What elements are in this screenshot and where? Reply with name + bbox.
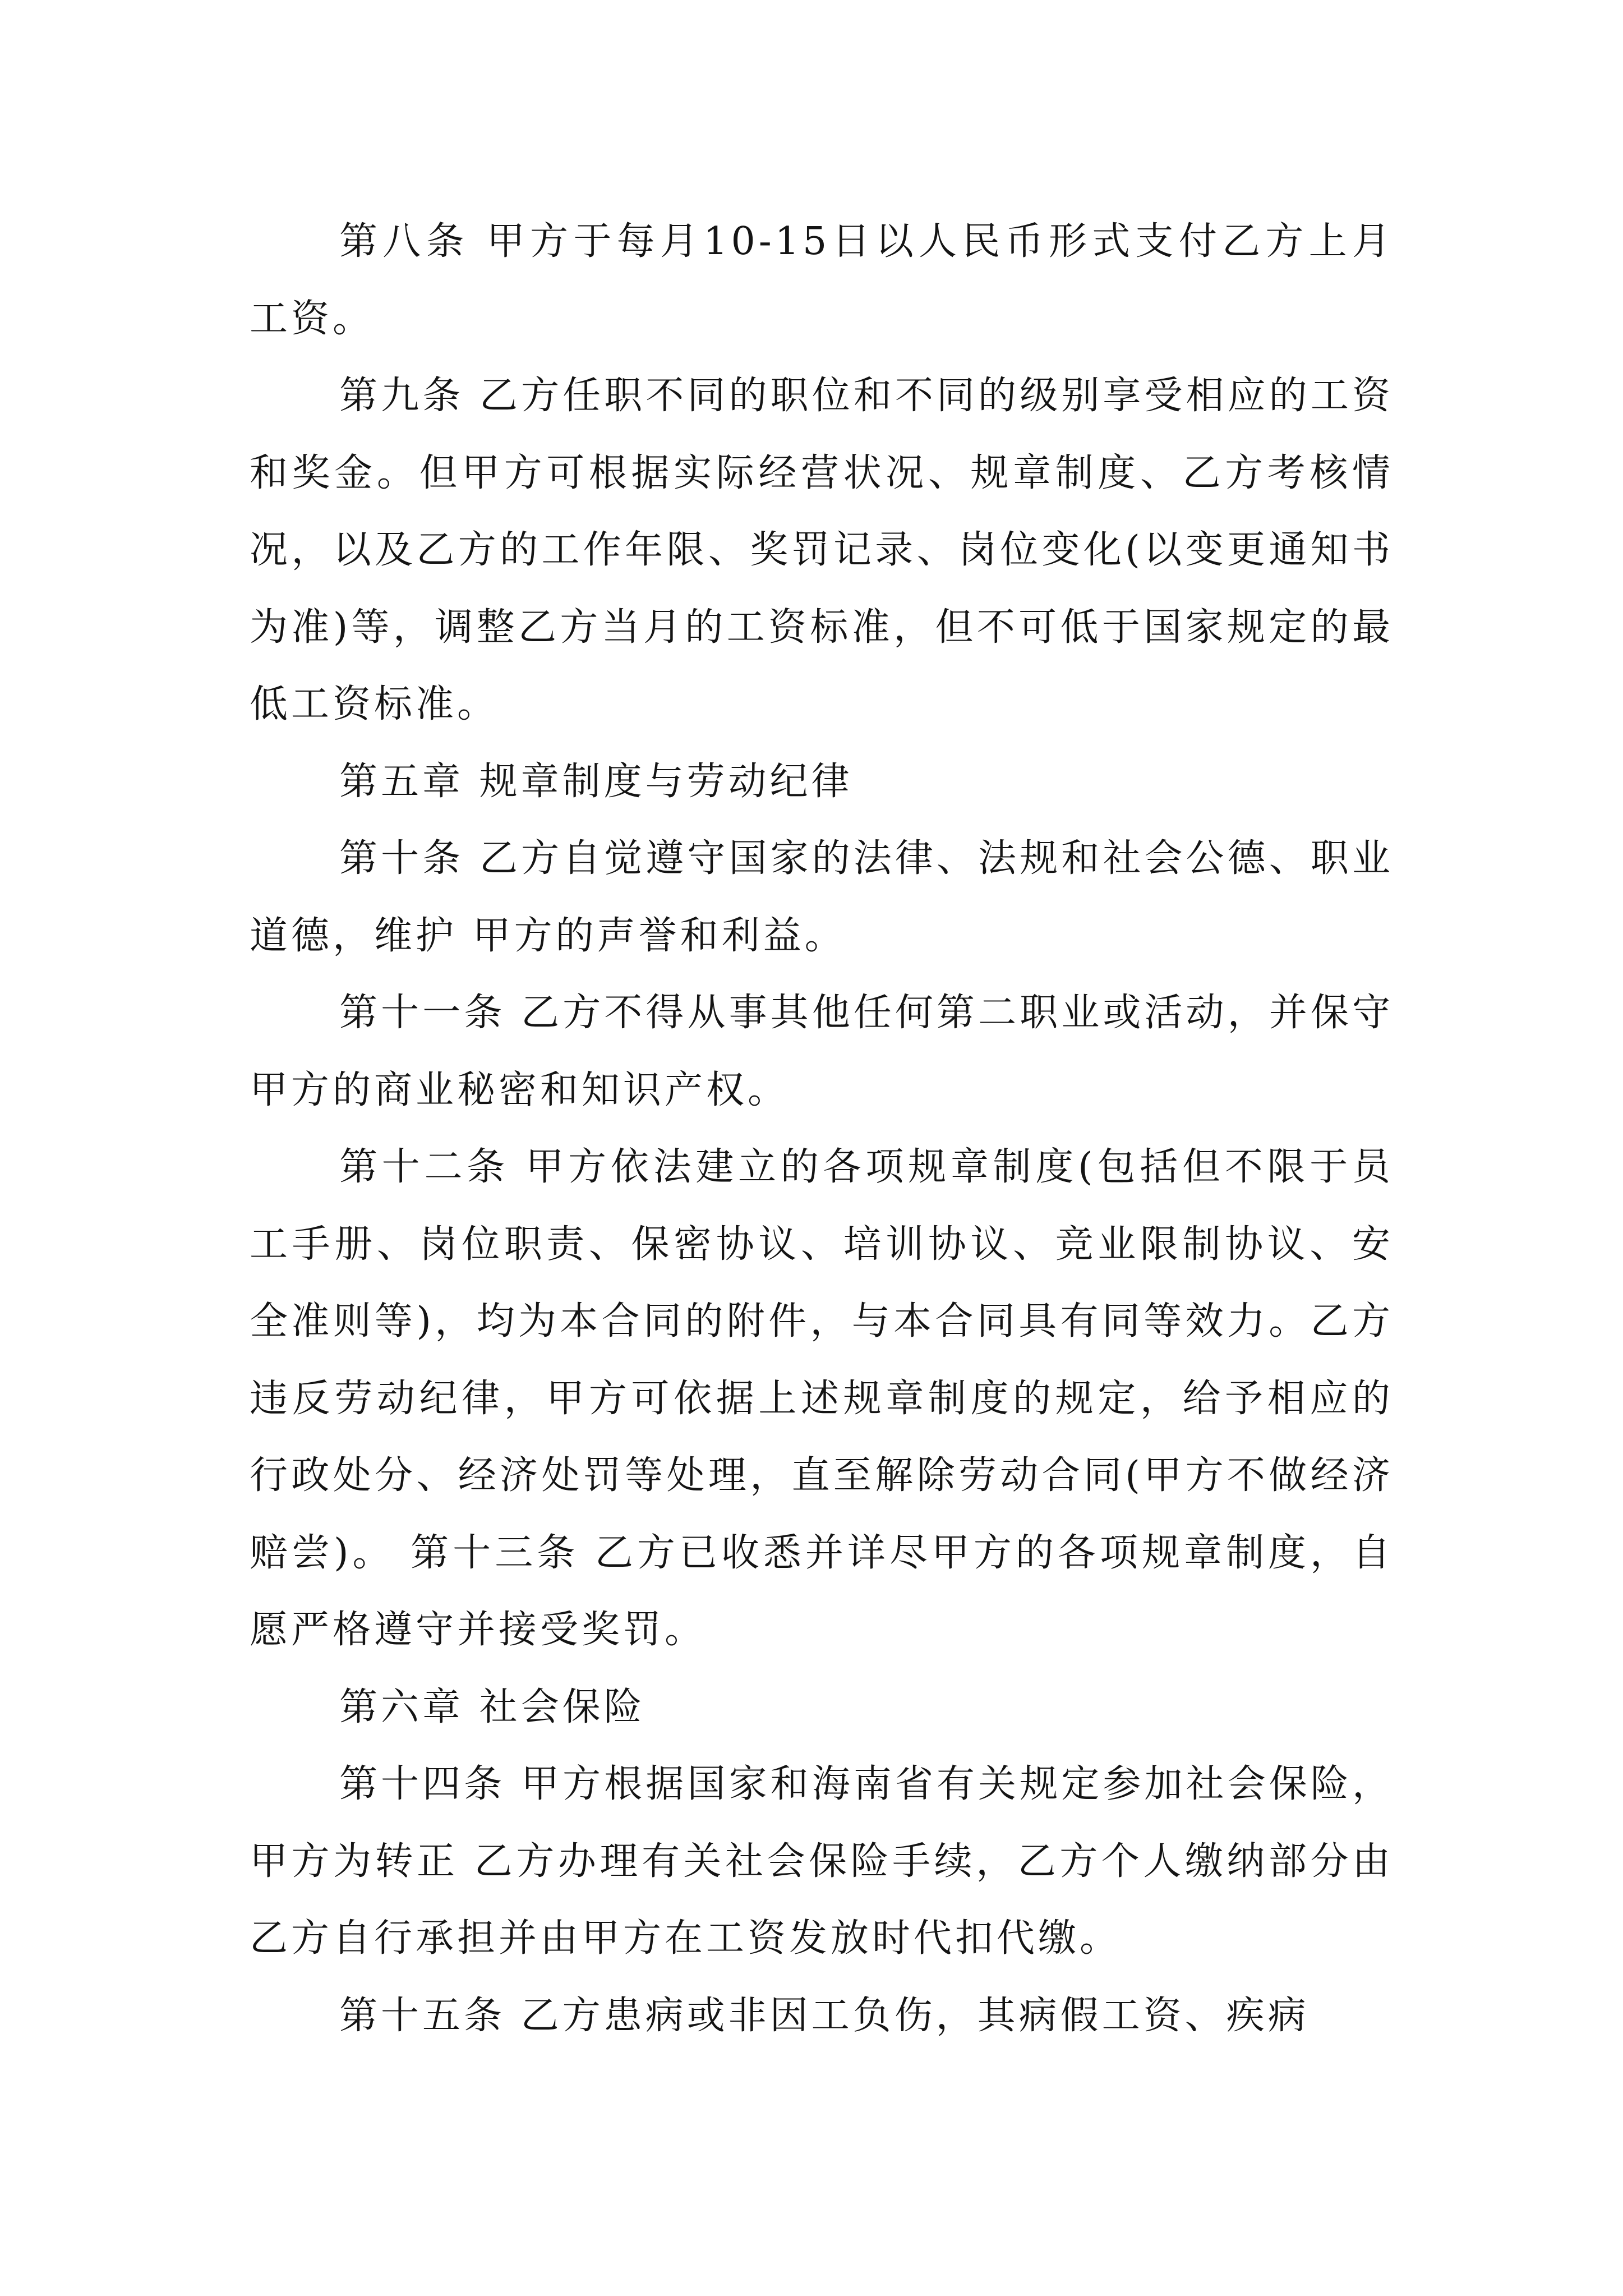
chapter-6-heading: 第六章 社会保险 <box>339 1685 645 1729</box>
article-10-paragraph: 第十条 乙方自觉遵守国家的法律、法规和社会公德、职业道德，维护 甲方的声誉和利益。 <box>250 836 1394 958</box>
article-14-paragraph: 第十四条 甲方根据国家和海南省有关规定参加社会保险，甲方为转正 乙方办理有关社会保险手续，乙方个人缴纳部分由乙方自行承担并由甲方在工资发放时代扣代缴。 <box>250 1762 1394 1961</box>
document-body <box>250 203 1394 2054</box>
article-9-paragraph: 第九条 乙方任职不同的职位和不同的级别享受相应的工资和奖金。但甲方可根据实际经营状况、规章制度、乙方考核情况，以及乙方的工作年限、奖罚记录、岗位变化(以变更通知书为准)等，调整乙方当月的工资标准，但不可低于国家规定的最低工资标准。 <box>250 374 1394 726</box>
article-12-13-paragraph: 第十二条 甲方依法建立的各项规章制度(包括但不限于员工手册、岗位职责、保密协议、培训协议、竞业限制协议、安全准则等)，均为本合同的附件，与本合同具有同等效力。乙方违反劳动纪律，甲方可依据上述规章制度的规定，给予相应的行政处分、经济处罚等处理，直至解除劳动合同(甲方不做经济赔尝)。 第十三条 乙方已收悉并详尽甲方的各项规章制度，自愿严格遵守并接受奖罚。 <box>250 1145 1394 1652</box>
chapter-5-heading: 第五章 规章制度与劳动纪律 <box>339 759 853 804</box>
article-11-paragraph: 第十一条 乙方不得从事其他任何第二职业或活动，并保守甲方的商业秘密和知识产权。 <box>250 991 1394 1112</box>
article-15-paragraph: 第十五条 乙方患病或非因工负伤，其病假工资、疾病 <box>339 1993 1310 2038</box>
article-8-paragraph: 第八条 甲方于每月10-15日以人民币形式支付乙方上月工资。 <box>250 219 1394 341</box>
